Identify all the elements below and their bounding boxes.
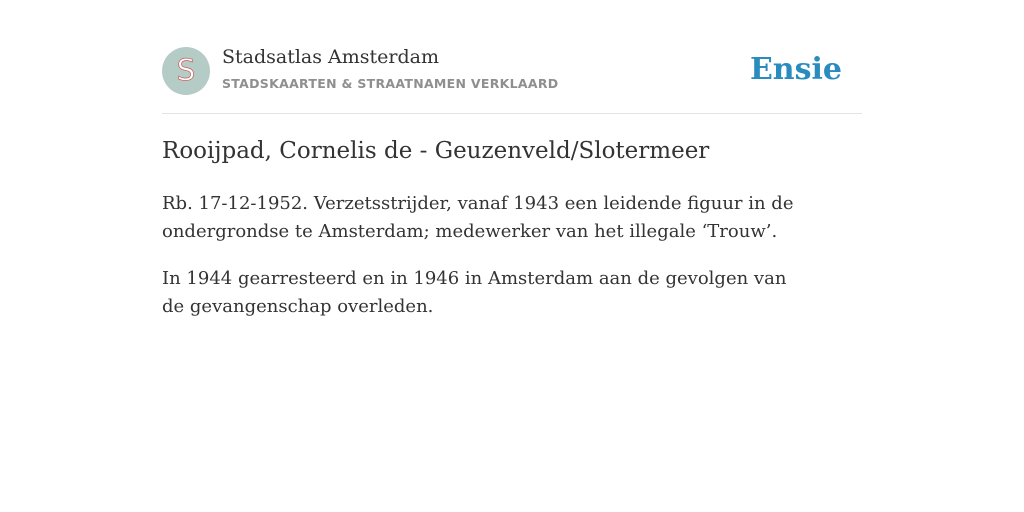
content-container [162,0,862,317]
article-paragraph-1: Rb. 17-12-1952. Verzetsstrijder, vanaf 1943 een leidende figuur in de ondergrondse te Amsterdam; medewerker van het illegale ‘Trouw’. [162,193,794,242]
site-header [162,0,862,114]
article-title: Rooijpad, Cornelis de - Geuzenveld/Slotermeer [162,138,710,164]
site-title[interactable]: Stadsatlas Amsterdam [222,46,440,68]
article-paragraph-2: In 1944 gearresteerd en in 1946 in Amsterdam aan de gevolgen van de gevangenschap overleden. [162,268,787,317]
avatar-letter: S [176,53,196,87]
brand-logo[interactable]: Ensie [749,52,842,87]
avatar[interactable] [162,47,210,95]
site-subtitle: STADSKAARTEN & STRAATNAMEN VERKLAARD [222,76,559,91]
